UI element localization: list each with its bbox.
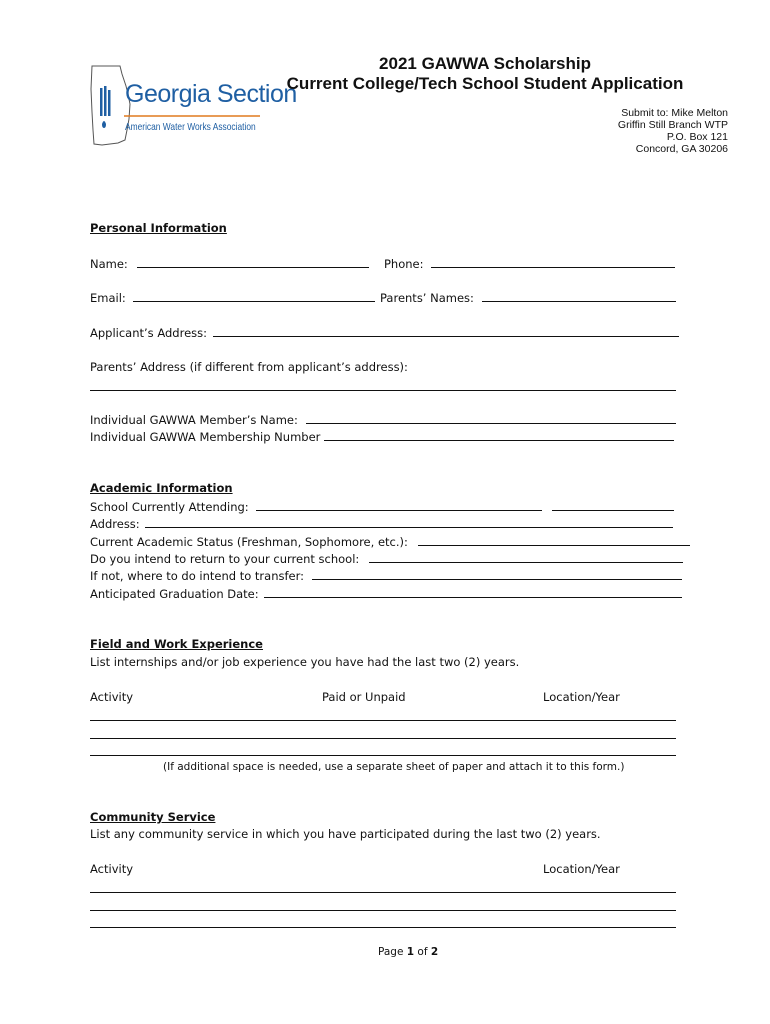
email-field[interactable] [133,289,375,302]
parents-names-row [380,289,676,307]
email-row [90,289,375,307]
member-number-label: Individual GAWWA Membership Number [90,430,321,444]
community-line-3[interactable] [90,927,676,928]
work-col-location: Location/Year [543,690,620,704]
transfer-row [90,567,682,585]
page-total: 2 [430,946,439,958]
community-col-activity: Activity [90,862,134,876]
logo-title: Georgia Section [125,80,297,108]
name-label: Name: [90,257,128,271]
community-heading: Community Service [90,810,216,824]
work-col-activity: Activity [90,690,134,704]
personal-heading: Personal Information [90,221,227,235]
return-row [90,550,683,568]
page-of: of [417,946,428,958]
academic-heading: Academic Information [90,481,233,495]
community-col-location: Location/Year [543,862,620,876]
academic-address-field[interactable] [145,515,673,528]
work-instructions: List internships and/or job experience you have had the last two (2) years. [90,655,520,669]
work-line-1[interactable] [90,720,676,721]
community-line-1[interactable] [90,892,676,893]
parents-address-label: Parents’ Address (if different from applicant’s address): [90,360,408,374]
phone-field[interactable] [431,255,675,268]
title-block [270,54,700,94]
status-label: Current Academic Status (Freshman, Sophomore, etc.): [90,535,408,549]
parents-names-label: Parents’ Names: [380,291,474,305]
transfer-field[interactable] [312,567,682,580]
transfer-label: If not, where to do intend to transfer: [90,569,305,583]
status-field[interactable] [418,533,690,546]
work-col-paid: Paid or Unpaid [322,690,406,704]
name-field[interactable] [137,255,369,268]
graduation-row [90,585,682,603]
work-heading: Field and Work Experience [90,637,263,651]
submit-line: Concord, GA 30206 [635,143,728,155]
graduation-field[interactable] [264,585,682,598]
email-label: Email: [90,291,126,305]
submit-line: P.O. Box 121 [666,131,728,143]
parents-address-field[interactable] [90,390,676,391]
name-row [90,255,369,273]
applicant-address-row [90,324,679,342]
status-row [90,533,690,551]
page-current: 1 [406,946,415,958]
school-field-extra[interactable] [552,498,674,511]
work-note: (If additional space is needed, use a separate sheet of paper and attach it to this form.) [163,761,625,773]
work-line-3[interactable] [90,755,676,756]
member-number-row [90,428,674,446]
community-instructions: List any community service in which you have participated during the last two (2) years. [90,827,601,841]
graduation-label: Anticipated Graduation Date: [90,587,259,601]
title-line-1: 2021 GAWWA Scholarship [379,54,591,73]
applicant-address-field[interactable] [213,324,679,337]
member-name-row [90,411,676,429]
school-field[interactable] [256,498,542,511]
phone-row [384,255,675,273]
title-line-2: Current College/Tech School Student Application [286,74,684,93]
member-number-field[interactable] [324,428,674,441]
community-line-2[interactable] [90,910,676,911]
member-name-field[interactable] [306,411,676,424]
academic-address-label: Address: [90,517,140,531]
return-label: Do you intend to return to your current school: [90,552,360,566]
parents-names-field[interactable] [482,289,676,302]
academic-address-row [90,515,673,533]
school-label: School Currently Attending: [90,500,249,514]
page-prefix: Page [378,946,404,958]
submit-line: Griffin Still Branch WTP [617,119,728,131]
page-number [378,944,438,961]
logo-subtitle: American Water Works Association [125,121,256,133]
georgia-section-logo [88,64,297,148]
member-name-label: Individual GAWWA Member’s Name: [90,413,298,427]
phone-label: Phone: [384,257,424,271]
submit-line: Submit to: Mike Melton [621,107,728,119]
work-line-2[interactable] [90,738,676,739]
school-row [90,498,674,516]
submit-address [618,107,728,155]
return-field[interactable] [369,550,683,563]
applicant-address-label: Applicant’s Address: [90,326,207,340]
